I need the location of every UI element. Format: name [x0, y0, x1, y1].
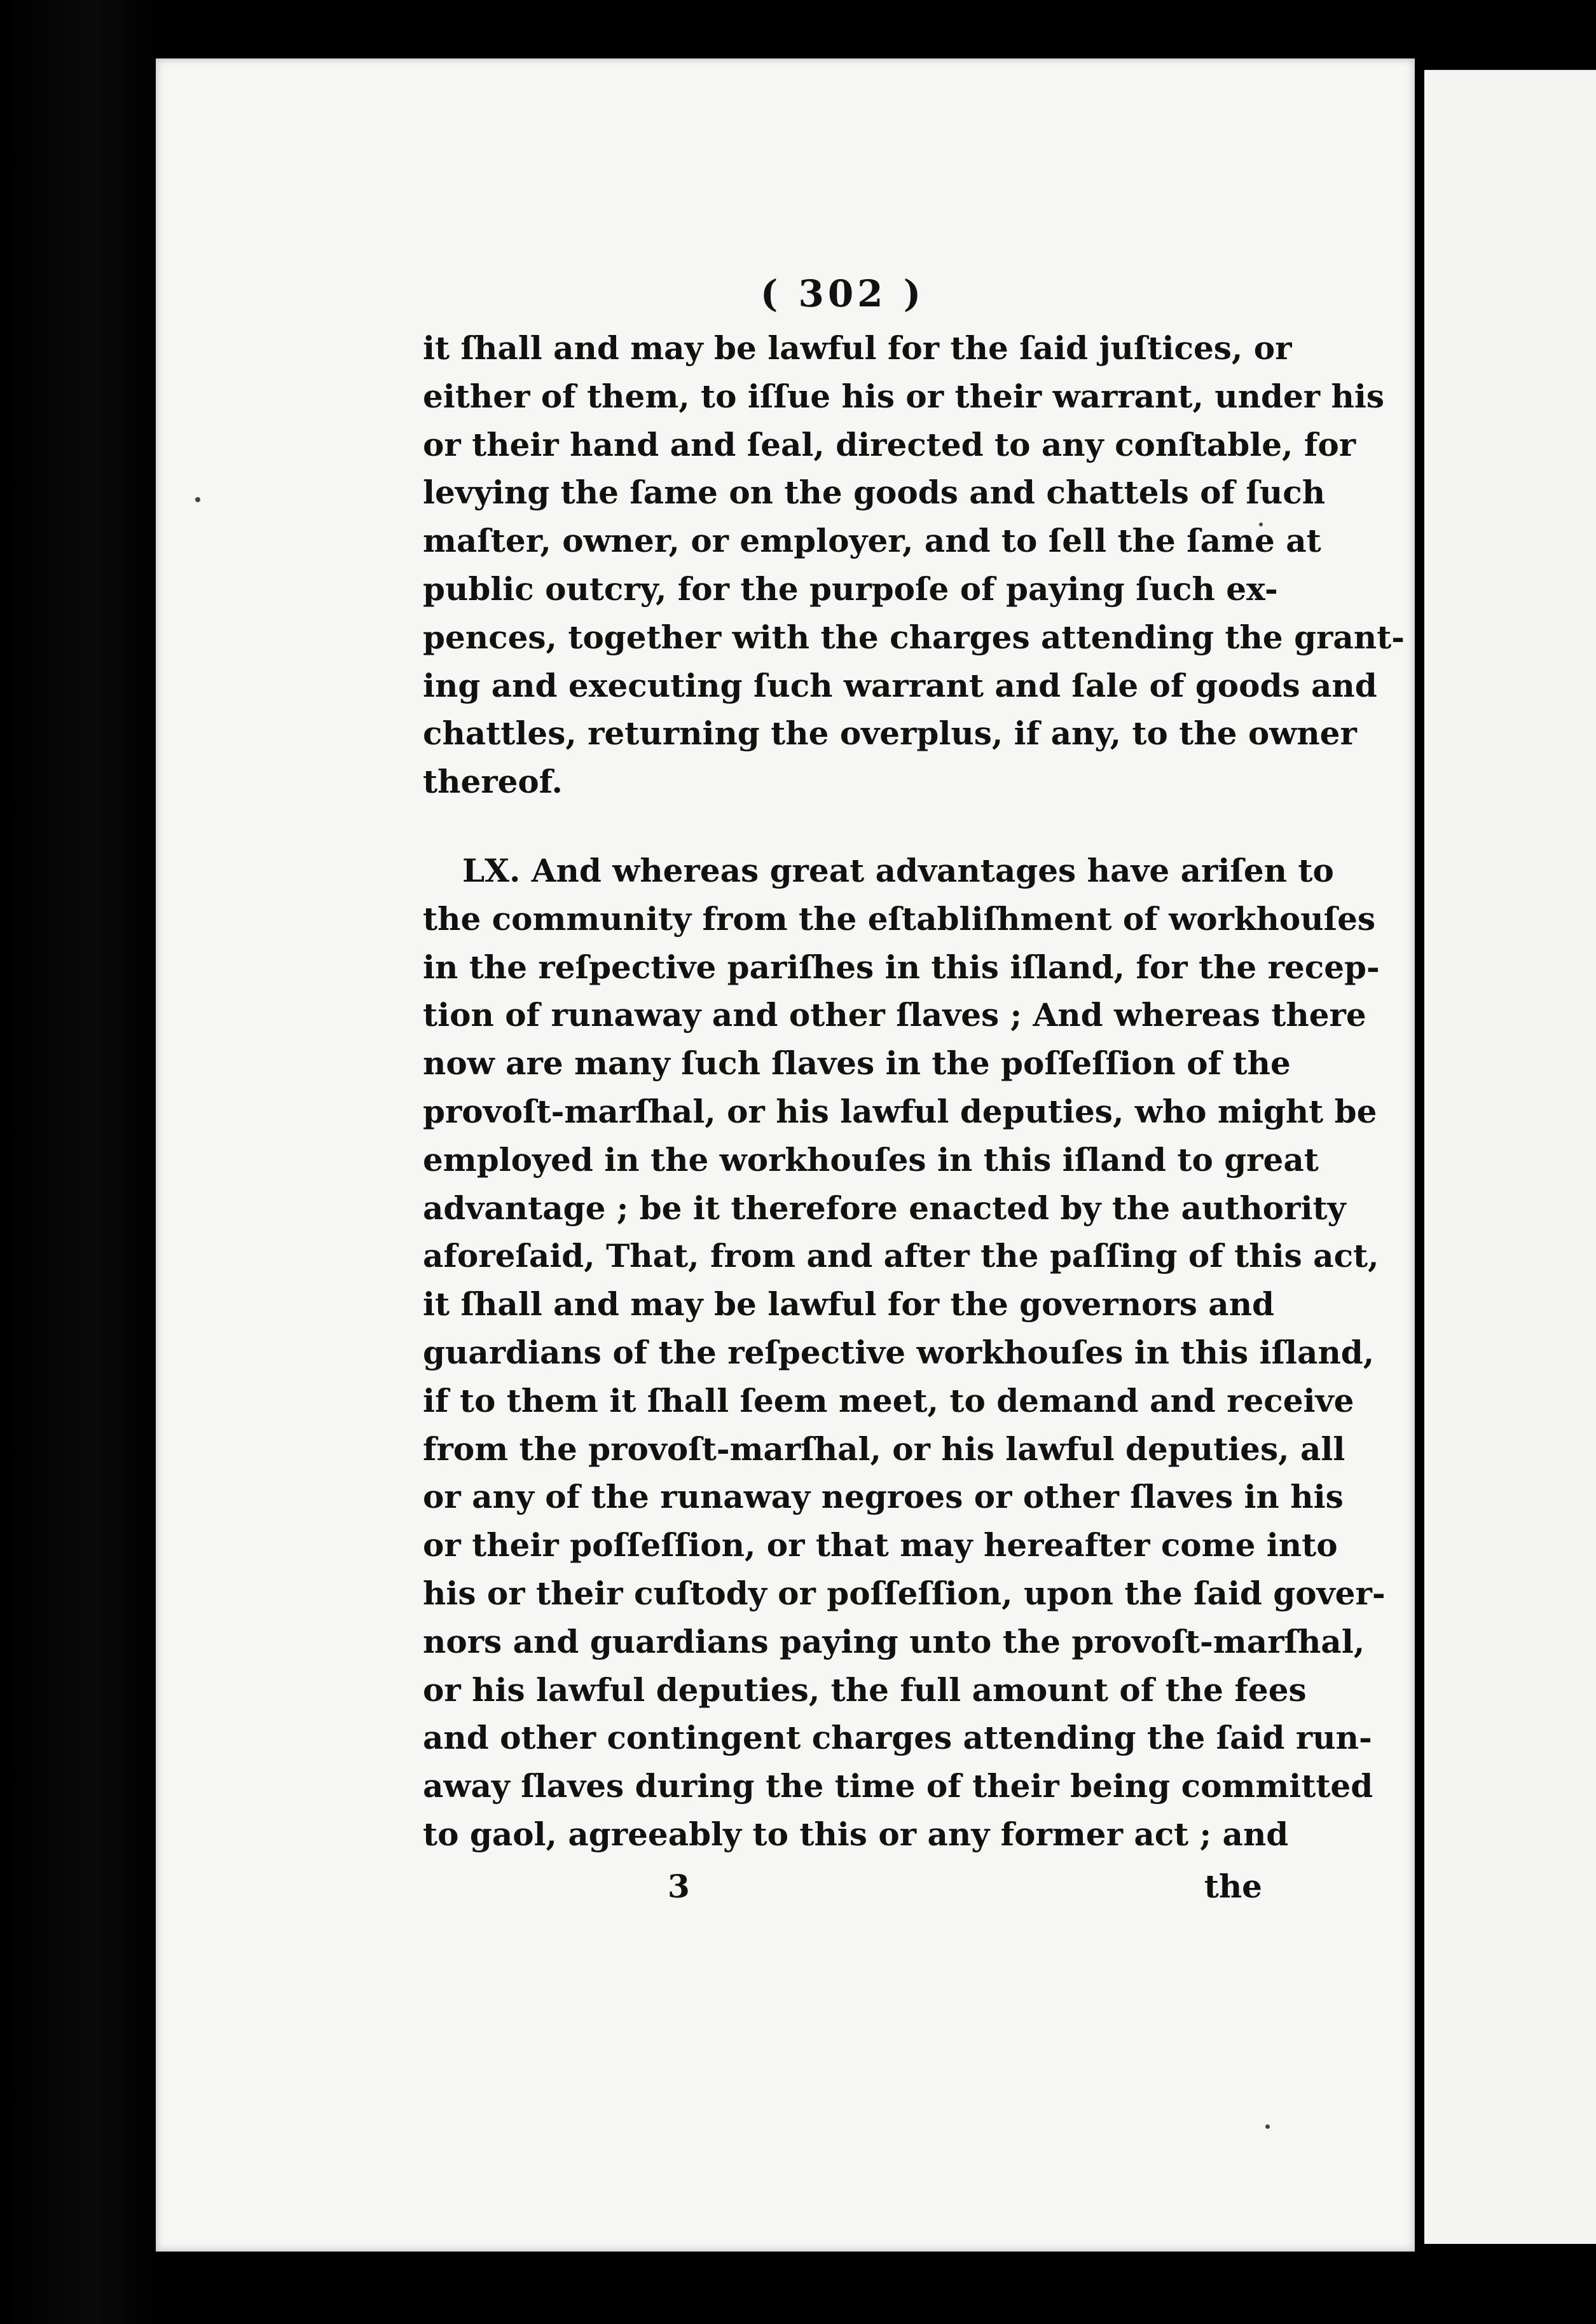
- page-text: [423, 264, 1405, 1910]
- paragraph-gap: [423, 806, 1262, 847]
- text-line: LX. And whereas great advantages have ariſen to: [462, 851, 1334, 889]
- text-line: levying the ſame on the goods and chattels of ſuch: [423, 474, 1326, 512]
- text-line: ing and executing ſuch warrant and ſale of goods and: [423, 666, 1377, 704]
- text-line: pences, together with the charges attending the grant-: [423, 618, 1405, 656]
- text-line: employed in the workhouſes in this iſland to great: [423, 1140, 1319, 1179]
- text-line: now are many ſuch ſlaves in the poſſeſſion of the: [423, 1044, 1291, 1083]
- text-line: in the reſpective pariſhes in this iſland, for the recep-: [423, 948, 1380, 986]
- page-number-header: ( 302 ): [760, 272, 925, 315]
- facing-page-edge: [1424, 70, 1596, 2244]
- text-line: either of them, to iſſue his or their warrant, under his: [423, 377, 1385, 415]
- scan-speck: [195, 497, 200, 502]
- text-line: to gaol, agreeably to this or any former act ; and: [423, 1815, 1289, 1853]
- paragraph-continuation: [423, 324, 1405, 806]
- text-line: public outcry, for the purpoſe of paying ſuch ex-: [423, 570, 1278, 608]
- text-line: the community from the eſtabliſhment of workhouſes: [423, 899, 1376, 938]
- text-line: tion of runaway and other ſlaves ; And whereas there: [423, 996, 1366, 1034]
- left-margin-shadow: [0, 0, 159, 2324]
- text-line: maſter, owner, or employer, and to ſell the ſame at: [423, 522, 1321, 560]
- text-line: away ſlaves during the time of their being committed: [423, 1767, 1373, 1805]
- text-line: and other contingent charges attending the ſaid run-: [423, 1719, 1372, 1757]
- text-line: guardians of the reſpective workhouſes in this iſland,: [423, 1333, 1375, 1371]
- text-line: or his lawful deputies, the full amount of the fees: [423, 1671, 1307, 1709]
- text-line: his or their cuſtody or poſſeſſion, upon the ſaid gover-: [423, 1574, 1386, 1612]
- text-line: nors and guardians paying unto the provoſt-marſhal,: [423, 1622, 1365, 1660]
- page-footer: [423, 1863, 1262, 1910]
- text-line: from the provoſt-marſhal, or his lawful deputies, all: [423, 1430, 1345, 1468]
- text-line: it ſhall and may be lawful for the governors and: [423, 1285, 1275, 1323]
- text-line: or their poſſeſſion, or that may hereafter come into: [423, 1526, 1338, 1564]
- text-line: chattles, returning the overplus, if any, to the owner: [423, 714, 1357, 753]
- text-line: if to them it ſhall ſeem meet, to demand and receive: [423, 1381, 1354, 1419]
- section-lx-paragraph: [423, 847, 1386, 1859]
- catchword: the: [1204, 1867, 1262, 1905]
- scan-speck: [1265, 2124, 1270, 2129]
- text-line: or any of the runaway negroes or other ſlaves in his: [423, 1478, 1344, 1516]
- text-line: it ſhall and may be lawful for the ſaid juſtices, or: [423, 329, 1292, 367]
- text-line: provoſt-marſhal, or his lawful deputies, who might be: [423, 1092, 1377, 1130]
- signature-mark: 3: [668, 1867, 690, 1905]
- text-line: aforeſaid, That, from and after the paſſing of this act,: [423, 1237, 1379, 1275]
- text-line: advantage ; be it therefore enacted by the authority: [423, 1189, 1346, 1227]
- text-line: thereof.: [423, 763, 563, 801]
- text-line: or their hand and ſeal, directed to any conſtable, for: [423, 425, 1356, 463]
